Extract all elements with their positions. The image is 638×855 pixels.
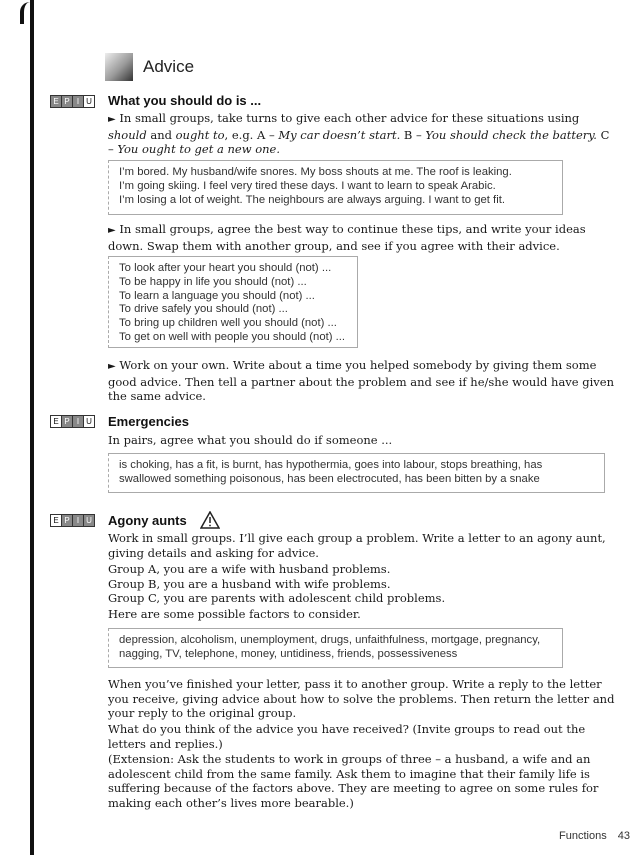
situation-line: I’m bored. My husband/wife snores. My boss shouts at me. The roof is leaking. — [119, 166, 512, 178]
label-p: P — [61, 95, 73, 108]
label-e: E — [50, 95, 62, 108]
label-e: E — [50, 415, 62, 428]
emergencies-intro: In pairs, agree what you should do if someone ... — [108, 433, 393, 447]
example-a: My car doesn’t start. — [278, 127, 401, 142]
arrow-icon: ► — [108, 225, 116, 236]
banner-title: Advice — [143, 57, 195, 76]
intro-text: , e.g. A – — [224, 127, 279, 142]
intro-text: B – — [400, 127, 426, 142]
arrow-icon: ► — [108, 361, 116, 372]
tips-intro-text: In small groups, agree the best way to continue these tips, and write your ideas down. Swap them with another group, and see if you agree with their advice. — [108, 222, 586, 253]
group-line: Group B, you are a husband with wife problems. — [108, 576, 391, 591]
example-b: You should check the battery. — [425, 127, 597, 142]
agony-reply: When you’ve finished your letter, pass it to another group. Write a reply to the letter you receive, giving advice about how to solve the problems. Then return the letter and your reply to the original group. — [108, 677, 615, 720]
tips-intro — [108, 222, 618, 253]
tip-line: To drive safely you should (not) ... — [119, 303, 288, 316]
factors-intro: Here are some possible factors to consider. — [108, 607, 361, 621]
spine-hook — [20, 2, 38, 24]
intro-text: In small groups, take turns to give each other advice for these situations using — [119, 111, 580, 125]
tip-line: To be happy in life you should (not) ... — [119, 275, 307, 288]
group-line: Group A, you are a wife with husband problems. — [108, 562, 391, 576]
own-activity — [108, 358, 620, 404]
label-e: E — [50, 514, 62, 527]
tips-box — [108, 256, 358, 348]
tip-line: To get on well with people you should (not) ... — [119, 330, 346, 343]
own-activity-text: Work on your own. Write about a time you helped somebody by giving them some good advice. Then tell a partner about the problem and see if he/she would have given the same advice. — [108, 358, 615, 403]
page-number: 43 — [617, 830, 631, 842]
factors-box: depression, alcoholism, unemployment, drugs, unfaithfulness, mortgage, pregnancy, nagging, TV, telephone, money, untidiness, friends, possessiveness — [108, 628, 563, 668]
agony-intro: Work in small groups. I’ll give each group a problem. Write a letter to an agony aunt, giving details and asking for advice. — [108, 531, 606, 560]
situations-box — [108, 160, 563, 215]
emergencies-box: is choking, has a fit, is burnt, has hypothermia, goes into labour, stops breathing, has swallowed something poisonous, has been electrocuted, has been bitten by a snake — [108, 453, 605, 493]
what-intro — [108, 111, 618, 157]
label-u: U — [83, 514, 95, 527]
intro-ought-to: ought to — [175, 127, 225, 142]
label-p: P — [61, 514, 73, 527]
situation-line: I’m going skiing. I feel very tired these days. I want to learn to speak Arabic. — [119, 179, 496, 192]
page-spine-line — [30, 0, 34, 855]
agony-groups — [108, 562, 618, 606]
agony-think: What do you think of the advice you have received? (Invite groups to read out the letters and replies.) — [108, 722, 586, 751]
label-i: I — [72, 514, 84, 527]
group-line: Group C, you are parents with adolescent child problems. — [108, 591, 446, 605]
tip-line: To look after your heart you should (not) ... — [119, 262, 332, 274]
intro-should: should — [108, 127, 147, 142]
label-u: U — [83, 415, 95, 428]
intro-text: C – — [108, 127, 610, 156]
heading-what-you-should-do: What you should do is ... — [108, 93, 262, 108]
intro-text: and — [146, 127, 176, 142]
label-p: P — [61, 415, 73, 428]
label-u: U — [83, 95, 95, 108]
situation-line: I’m losing a lot of weight. The neighbours are always arguing. I want to get fit. — [119, 193, 505, 206]
banner-icon — [105, 53, 133, 81]
tip-line: To bring up children well you should (not) ... — [119, 317, 337, 330]
warning-icon — [200, 511, 220, 529]
agony-extension: (Extension: Ask the students to work in groups of three – a husband, a wife and an adolescent child from the same family. Ask them to imagine that their family life is suffering because of the factors above. They are meeting to agree on some rules for making each other’s lives more bearable.) — [108, 752, 599, 810]
tip-line: To learn a language you should (not) ... — [119, 289, 315, 302]
arrow-icon: ► — [108, 114, 116, 125]
label-i: I — [72, 95, 84, 108]
label-i: I — [72, 415, 84, 428]
skill-label-what — [50, 95, 94, 108]
heading-agony-aunts: Agony aunts — [108, 513, 187, 528]
heading-emergencies: Emergencies — [108, 414, 189, 429]
footer — [559, 830, 630, 842]
skill-label-emergencies — [50, 415, 94, 428]
footer-section: Functions — [559, 830, 607, 842]
skill-label-agony — [50, 514, 94, 527]
example-c: You ought to get a new one. — [117, 142, 281, 156]
